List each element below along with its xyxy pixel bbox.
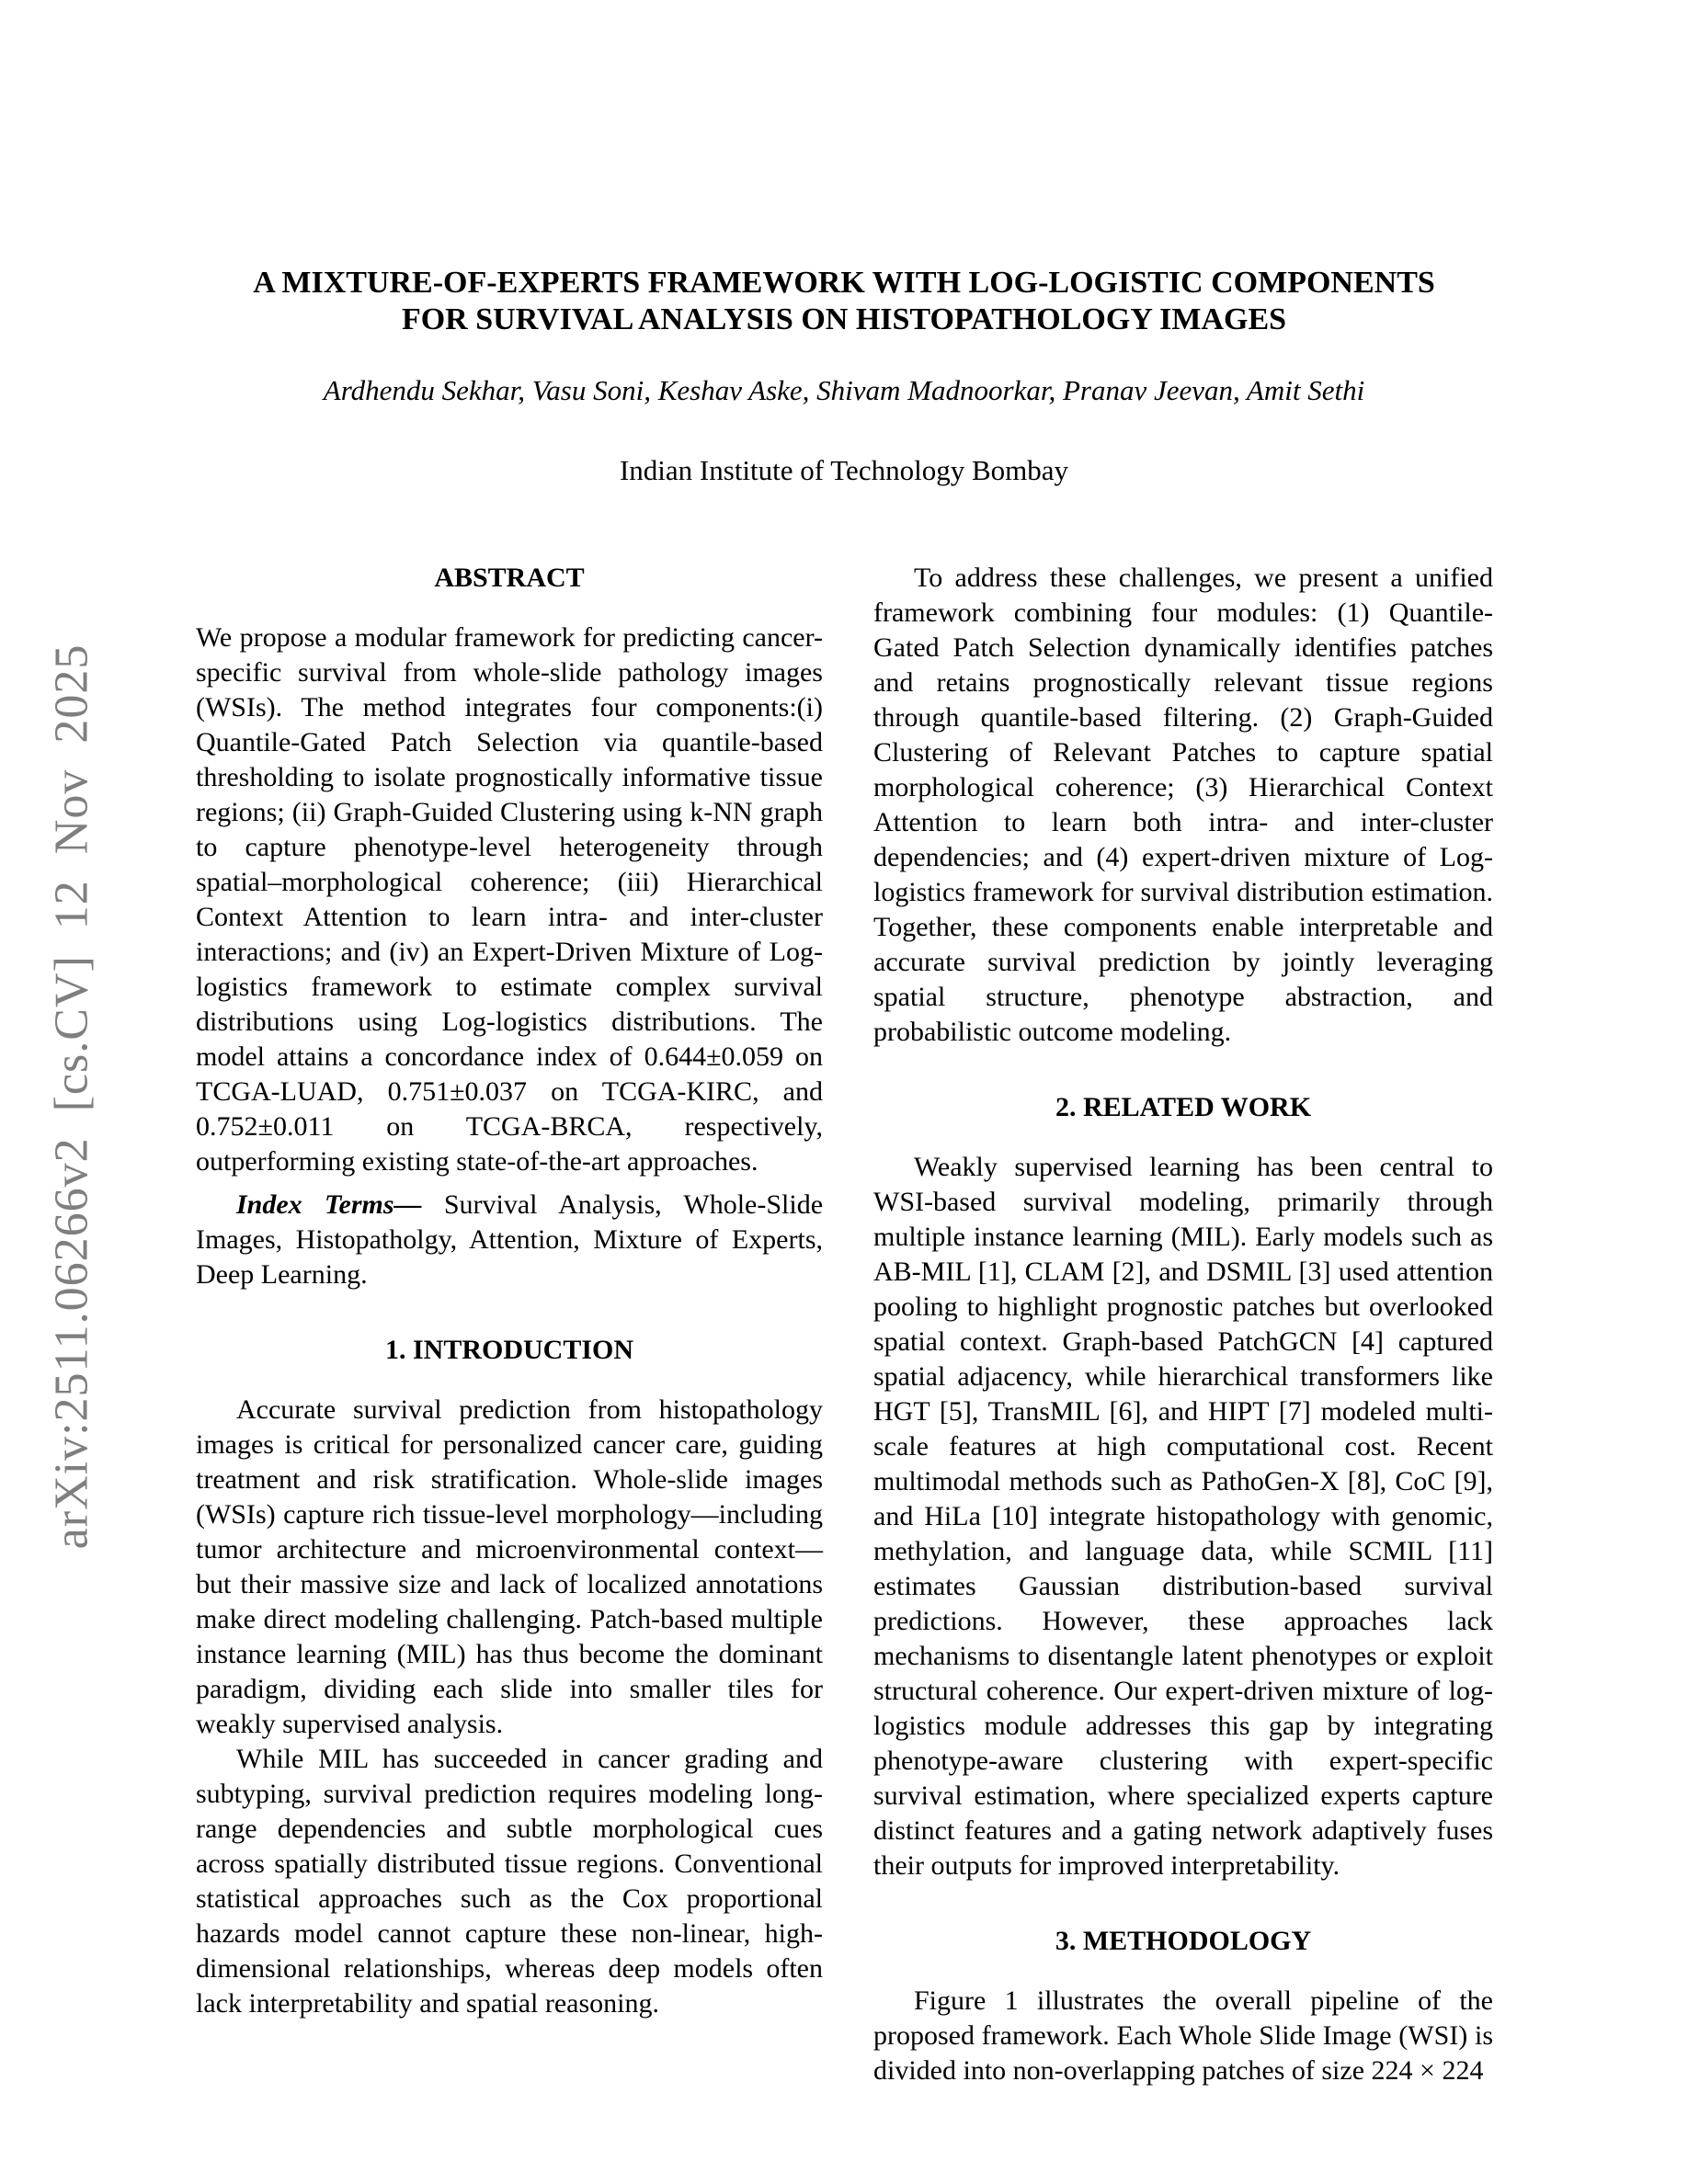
related-work-paragraph-1: Weakly supervised learning has been central to WSI-based survival modeling, primarily through multiple instance learning (MIL). Early models such as AB-MIL [1], CLAM [2], and DSMIL [3] used attention pooling to highlight prognostic patches but overlooked spatial context. Graph-based PatchGCN [4] captured spatial adjacency, while hierarchical transformers like HGT [5], TransMIL [6], and HIPT [7] modeled multi-scale features at high computational cost. Recent multimodal methods such as PathoGen-X [8], CoC [9], and HiLa [10] integrate histopathology with genomic, methylation, and language data, while SCMIL [11] estimates Gaussian distribution-based survival predictions. However, these approaches lack mechanisms to disentangle latent phenotypes or exploit structural coherence. Our expert-driven mixture of log-logistics module addresses this gap by integrating phenotype-aware clustering with expert-specific survival estimation, where specialized experts capture distinct features and a gating network adaptively fuses their outputs for improved interpretability. [873,1152,1493,1881]
arxiv-watermark: arXiv:2511.06266v2 [cs.CV] 12 Nov 2025 [45,643,98,1550]
paper-title-line-2: FOR SURVIVAL ANALYSIS ON HISTOPATHOLOGY IMAGES [401,302,1287,336]
left-column [196,561,823,2021]
paper-title-line-1: A MIXTURE-OF-EXPERTS FRAMEWORK WITH LOG-LOGISTIC COMPONENTS [253,266,1435,300]
right-column [873,561,1493,2088]
introduction-paragraph-3: To address these challenges, we present a unified framework combining four modules: (1) Quantile-Gated Patch Selection dynamically identifies patches and retains prognostically relevant tissue regions through quantile-based filtering. (2) Graph-Guided Clustering of Relevant Patches to capture spatial morphological coherence; (3) Hierarchical Context Attention to learn both intra- and inter-cluster dependencies; and (4) expert-driven mixture of Log-logistics framework for survival distribution estimation. Together, these components enable interpretable and accurate survival prediction by jointly leveraging spatial structure, phenotype abstraction, and probabilistic outcome modeling. [873,563,1493,1047]
index-terms-label: Index Terms— [236,1189,422,1220]
section-heading-methodology: 3. METHODOLOGY [1055,1926,1312,1956]
methodology-paragraph-1: Figure 1 illustrates the overall pipeline of the proposed framework. Each Whole Slide Image (WSI) is divided into non-overlapping patches of size 224 × 224 [873,1985,1493,2086]
paper-title [0,265,1688,338]
section-heading-related-work: 2. RELATED WORK [1055,1092,1312,1122]
index-terms [196,1188,823,1292]
abstract-heading: ABSTRACT [434,563,585,593]
affiliation-line: Indian Institute of Technology Bombay [619,454,1068,486]
authors-line: Ardhendu Sekhar, Vasu Soni, Keshav Aske, Shivam Madnoorkar, Pranav Jeevan, Amit Sethi [323,374,1365,406]
abstract-body: We propose a modular framework for predicting cancer-specific survival from whole-slide pathology images (WSIs). The method integrates four components:(i) Quantile-Gated Patch Selection via quantile-based thresholding to isolate prognostically informative tissue regions; (ii) Graph-Guided Clustering using k-NN graph to capture phenotype-level heterogeneity through spatial–morphological coherence; (iii) Hierarchical Context Attention to learn intra- and inter-cluster interactions; and (iv) an Expert-Driven Mixture of Log-logistics framework to estimate complex survival distributions using Log-logistics distributions. The model attains a concordance index of 0.644±0.059 on TCGA-LUAD, 0.751±0.037 on TCGA-KIRC, and 0.752±0.011 on TCGA-BRCA, respectively, outperforming existing state-of-the-art approaches. [196,622,823,1177]
index-terms-text: Survival Analysis, Whole-Slide Images, Histopatholgy, Attention, Mixture of Experts, Deep Learning. [196,1189,824,1290]
introduction-paragraph-1: Accurate survival prediction from histopathology images is critical for personalized cancer care, guiding treatment and risk stratification. Whole-slide images (WSIs) capture rich tissue-level morphology—including tumor architecture and microenvironmental context—but their massive size and lack of localized annotations make direct modeling challenging. Patch-based multiple instance learning (MIL) has thus become the dominant paradigm, dividing each slide into smaller tiles for weakly supervised analysis. [196,1394,823,1739]
introduction-paragraph-2: While MIL has succeeded in cancer grading and subtyping, survival prediction requires modeling long-range dependencies and subtle morphological cues across spatially distributed tissue regions. Conventional statistical approaches such as the Cox proportional hazards model cannot capture these non-linear, high-dimensional relationships, whereas deep models often lack interpretability and spatial reasoning. [196,1744,823,2019]
section-heading-introduction: 1. INTRODUCTION [384,1335,634,1365]
